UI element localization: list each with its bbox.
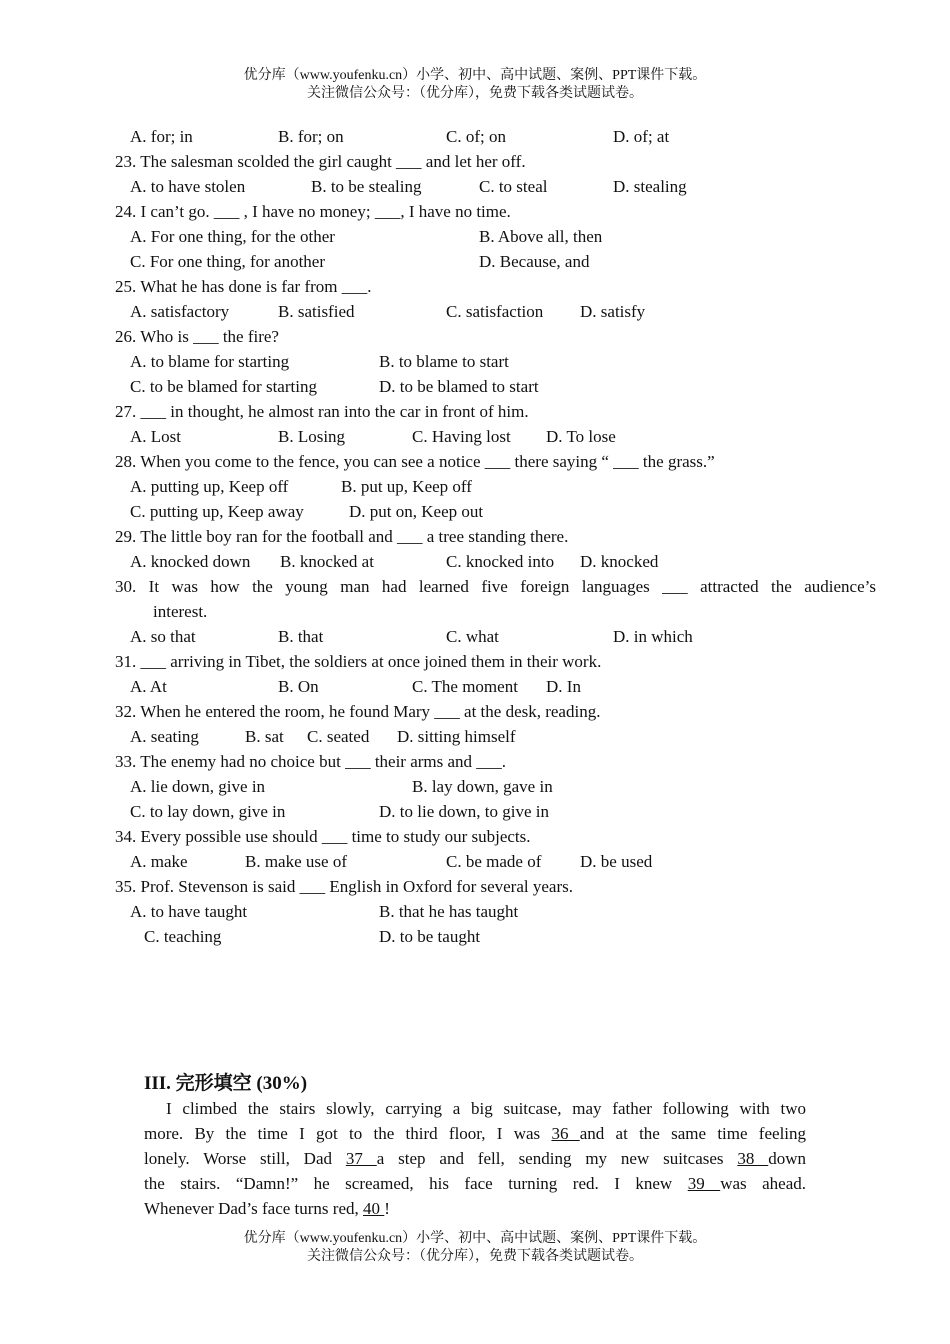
option-26-d: D. to be blamed to start [379, 377, 539, 396]
question-35-stem: 35. Prof. Stevenson is said ___ English in Oxford for several years. [115, 877, 573, 896]
question-30-stem-line-1: 30. It was how the young man had learned five foreign languages ___ attracted the audience’s [115, 577, 876, 596]
option-34-c: C. be made of [446, 852, 542, 871]
blank-37: 37 [345, 1149, 377, 1168]
cloze-passage [144, 1096, 806, 1221]
option-26-c: C. to be blamed for starting [130, 377, 317, 396]
option-29-b: B. knocked at [280, 552, 374, 571]
question-31-stem: 31. ___ arriving in Tibet, the soldiers at once joined them in their work. [115, 652, 602, 671]
option-22-b: B. for; on [278, 127, 344, 146]
question-28-stem: 28. When you come to the fence, you can see a notice ___ there saying “ ___ the grass.” [115, 452, 715, 471]
option-27-a: A. Lost [130, 427, 181, 446]
option-34-d: D. be used [580, 852, 653, 871]
option-22-c: C. of; on [446, 127, 506, 146]
option-25-d: D. satisfy [580, 302, 646, 321]
option-31-c: C. The moment [412, 677, 518, 696]
option-32-b: B. sat [245, 727, 284, 746]
option-31-a: A. At [130, 677, 167, 696]
header-line-2: 关注微信公众号：（优分库），免费下载各类试题试卷。 [307, 86, 643, 101]
option-26-a: A. to blame for starting [130, 352, 290, 371]
option-35-c: C. teaching [144, 927, 222, 946]
passage-line-5 [144, 1196, 806, 1221]
option-30-b: B. that [278, 627, 324, 646]
option-32-d: D. sitting himself [397, 727, 516, 746]
option-32-c: C. seated [307, 727, 370, 746]
option-31-d: D. In [546, 677, 581, 696]
option-34-a: A. make [130, 852, 188, 871]
option-28-b: B. put up, Keep off [341, 477, 472, 496]
option-24-b: B. Above all, then [479, 227, 603, 246]
option-22-d: D. of; at [613, 127, 670, 146]
option-31-b: B. On [278, 677, 319, 696]
option-30-a: A. so that [130, 627, 196, 646]
passage-text: down [768, 1149, 807, 1168]
option-35-d: D. to be taught [379, 927, 481, 946]
option-23-b: B. to be stealing [311, 177, 422, 196]
question-29-stem: 29. The little boy ran for the football and ___ a tree standing there. [115, 527, 569, 546]
blank-39: 39 [687, 1174, 721, 1193]
option-28-c: C. putting up, Keep away [130, 502, 304, 521]
header-line-1: 优分库（www.youfenku.cn）小学、初中、高中试题、案例、PPT课件下载。 [243, 68, 707, 83]
option-34-b: B. make use of [245, 852, 347, 871]
blank-36: 36 [551, 1124, 580, 1143]
option-30-c: C. what [446, 627, 499, 646]
passage-text: Whenever Dad’s face turns red, [144, 1199, 364, 1218]
page-header [0, 67, 950, 103]
question-33-stem: 33. The enemy had no choice but ___ their arms and ___. [115, 752, 507, 771]
option-23-d: D. stealing [613, 177, 687, 196]
option-32-a: A. seating [130, 727, 199, 746]
option-25-b: B. satisfied [278, 302, 355, 321]
blank-40: 40 [363, 1199, 385, 1218]
option-25-a: A. satisfactory [130, 302, 230, 321]
option-29-a: A. knocked down [130, 552, 251, 571]
section-title: III. 完形填空 (30%) [144, 1073, 308, 1094]
option-33-c: C. to lay down, give in [130, 802, 286, 821]
passage-text: more. By the time I got to the third floor, I was [144, 1124, 552, 1143]
question-25-stem: 25. What he has done is far from ___. [115, 277, 372, 296]
option-26-b: B. to blame to start [379, 352, 509, 371]
option-27-c: C. Having lost [412, 427, 511, 446]
option-29-d: D. knocked [580, 552, 659, 571]
question-32-stem: 32. When he entered the room, he found Mary ___ at the desk, reading. [115, 702, 601, 721]
option-35-b: B. that he has taught [379, 902, 519, 921]
footer-line-1: 优分库（www.youfenku.cn）小学、初中、高中试题、案例、PPT课件下载。 [243, 1231, 707, 1246]
passage-text: ! [384, 1199, 390, 1218]
question-27-stem: 27. ___ in thought, he almost ran into the car in front of him. [115, 402, 529, 421]
option-24-a: A. For one thing, for the other [130, 227, 335, 246]
question-34-stem: 34. Every possible use should ___ time to study our subjects. [115, 827, 531, 846]
option-27-b: B. Losing [278, 427, 346, 446]
blank-38: 38 [737, 1149, 769, 1168]
passage-text: lonely. Worse still, Dad [144, 1149, 346, 1168]
passage-text: the stairs. “Damn!” he screamed, his face turning red. I knew [144, 1174, 688, 1193]
question-23-stem: 23. The salesman scolded the girl caught ___ and let her off. [115, 152, 526, 171]
question-24-stem: 24. I can’t go. ___ , I have no money; ___, I have no time. [115, 202, 511, 221]
option-22-a: A. for; in [130, 127, 193, 146]
option-35-a: A. to have taught [130, 902, 248, 921]
option-33-a: A. lie down, give in [130, 777, 266, 796]
passage-line-2 [144, 1121, 806, 1146]
page-footer [0, 1230, 950, 1266]
footer-line-2: 关注微信公众号：（优分库），免费下载各类试题试卷。 [307, 1249, 643, 1264]
option-33-d: D. to lie down, to give in [379, 802, 549, 821]
passage-text: a step and fell, sending my new suitcases [376, 1149, 738, 1168]
option-30-d: D. in which [613, 627, 693, 646]
question-30-stem-line-2: interest. [153, 602, 208, 621]
passage-line-1 [144, 1096, 806, 1121]
option-33-b: B. lay down, gave in [412, 777, 553, 796]
passage-line-4 [144, 1171, 806, 1196]
passage-text: I climbed the stairs slowly, carrying a big suitcase, may father following with two [166, 1099, 806, 1118]
option-23-c: C. to steal [479, 177, 548, 196]
option-25-c: C. satisfaction [446, 302, 544, 321]
option-24-c: C. For one thing, for another [130, 252, 325, 271]
question-26-stem: 26. Who is ___ the fire? [115, 327, 279, 346]
option-23-a: A. to have stolen [130, 177, 246, 196]
option-29-c: C. knocked into [446, 552, 555, 571]
passage-text: and at the same time feeling [579, 1124, 807, 1143]
option-28-a: A. putting up, Keep off [130, 477, 289, 496]
option-27-d: D. To lose [546, 427, 616, 446]
option-24-d: D. Because, and [479, 252, 590, 271]
option-28-d: D. put on, Keep out [349, 502, 484, 521]
passage-line-3 [144, 1146, 806, 1171]
passage-text: was ahead. [720, 1174, 806, 1193]
